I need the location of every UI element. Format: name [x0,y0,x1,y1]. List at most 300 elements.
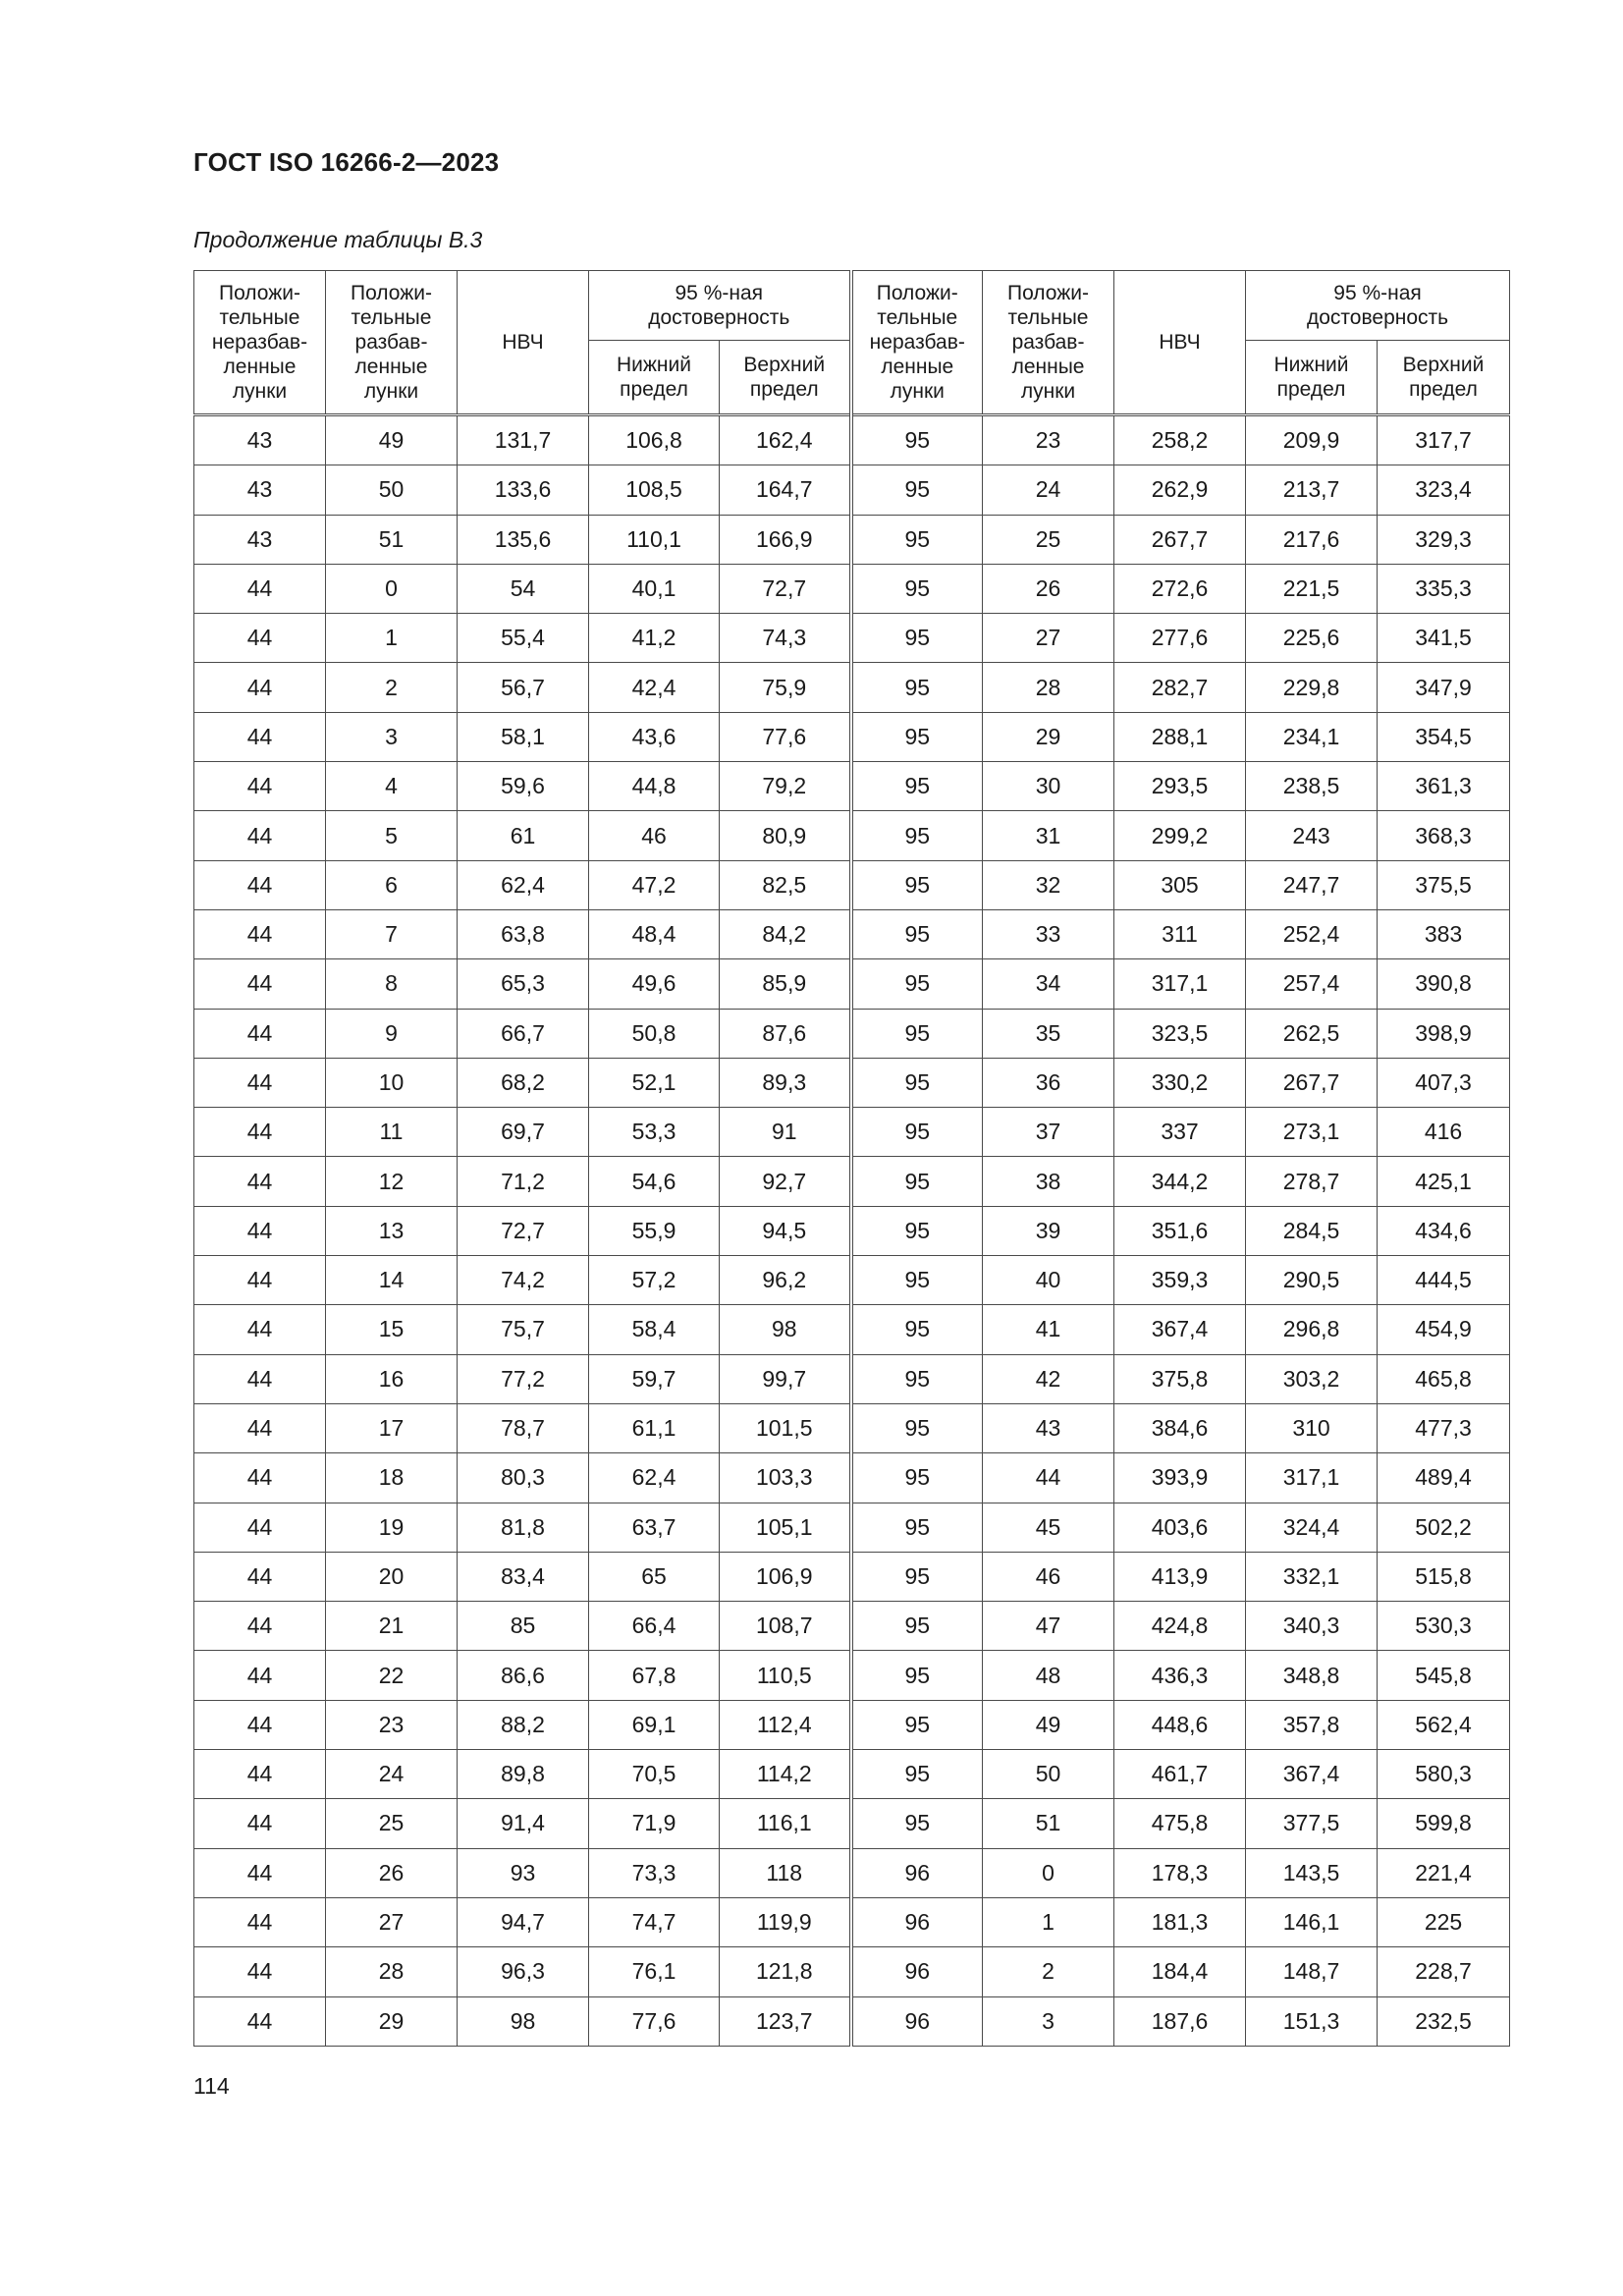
cell-pos-diluted: 7 [326,909,458,958]
cell-upper: 114,2 [720,1750,851,1799]
cell-lower: 76,1 [589,1947,720,1996]
cell-lower-2: 247,7 [1246,860,1378,909]
cell-pos-diluted: 28 [326,1947,458,1996]
cell-upper: 87,6 [720,1009,851,1058]
cell-pos-undiluted-2: 95 [851,415,983,465]
cell-lower-2: 213,7 [1246,465,1378,515]
table-row [194,1651,1510,1700]
cell-lower: 62,4 [589,1453,720,1503]
cell-upper-2: 354,5 [1378,712,1510,761]
cell-pos-undiluted: 44 [194,762,326,811]
cell-pos-diluted: 0 [326,564,458,613]
cell-mpn: 81,8 [458,1503,589,1552]
cell-lower-2: 243 [1246,811,1378,860]
cell-lower: 106,8 [589,415,720,465]
cell-upper-2: 515,8 [1378,1552,1510,1601]
cell-pos-undiluted: 44 [194,1799,326,1848]
cell-pos-diluted-2: 34 [983,959,1114,1009]
header-lower: Нижний предел [589,341,720,415]
cell-mpn: 56,7 [458,663,589,712]
cell-lower-2: 234,1 [1246,712,1378,761]
table-row [194,1256,1510,1305]
cell-mpn: 80,3 [458,1453,589,1503]
cell-upper-2: 329,3 [1378,515,1510,564]
cell-mpn-2: 436,3 [1114,1651,1246,1700]
cell-mpn: 88,2 [458,1700,589,1749]
cell-lower: 42,4 [589,663,720,712]
cell-upper-2: 228,7 [1378,1947,1510,1996]
cell-pos-diluted-2: 36 [983,1058,1114,1107]
cell-upper-2: 323,4 [1378,465,1510,515]
cell-mpn: 94,7 [458,1897,589,1946]
cell-upper-2: 341,5 [1378,614,1510,663]
cell-pos-undiluted-2: 95 [851,1602,983,1651]
table-body [194,415,1510,2047]
table-row [194,614,1510,663]
cell-mpn-2: 344,2 [1114,1157,1246,1206]
cell-mpn: 74,2 [458,1256,589,1305]
cell-upper-2: 530,3 [1378,1602,1510,1651]
cell-pos-undiluted-2: 95 [851,1058,983,1107]
cell-mpn-2: 187,6 [1114,1996,1246,2046]
cell-upper: 94,5 [720,1206,851,1255]
cell-pos-undiluted: 44 [194,614,326,663]
cell-pos-undiluted-2: 95 [851,860,983,909]
cell-pos-diluted-2: 35 [983,1009,1114,1058]
cell-lower: 53,3 [589,1108,720,1157]
cell-pos-undiluted-2: 95 [851,1009,983,1058]
cell-pos-undiluted: 43 [194,415,326,465]
cell-mpn-2: 403,6 [1114,1503,1246,1552]
cell-lower-2: 324,4 [1246,1503,1378,1552]
cell-upper: 77,6 [720,712,851,761]
table-row [194,1799,1510,1848]
cell-pos-diluted: 10 [326,1058,458,1107]
cell-mpn-2: 272,6 [1114,564,1246,613]
table-row [194,712,1510,761]
cell-mpn: 69,7 [458,1108,589,1157]
cell-mpn: 58,1 [458,712,589,761]
cell-pos-undiluted: 44 [194,1996,326,2046]
cell-upper-2: 477,3 [1378,1403,1510,1452]
cell-lower: 61,1 [589,1403,720,1452]
cell-upper-2: 398,9 [1378,1009,1510,1058]
cell-lower: 52,1 [589,1058,720,1107]
cell-mpn: 133,6 [458,465,589,515]
cell-lower: 110,1 [589,515,720,564]
cell-upper: 79,2 [720,762,851,811]
cell-pos-diluted: 51 [326,515,458,564]
cell-lower-2: 229,8 [1246,663,1378,712]
cell-mpn-2: 184,4 [1114,1947,1246,1996]
cell-pos-undiluted: 44 [194,663,326,712]
table-row [194,1996,1510,2046]
cell-pos-undiluted-2: 96 [851,1897,983,1946]
document-title: ГОСТ ISO 16266-2—2023 [193,147,500,177]
table-row [194,762,1510,811]
table-row [194,1206,1510,1255]
cell-mpn-2: 181,3 [1114,1897,1246,1946]
cell-upper: 121,8 [720,1947,851,1996]
cell-pos-undiluted-2: 95 [851,712,983,761]
cell-mpn-2: 330,2 [1114,1058,1246,1107]
header-upper-2: Верхний предел [1378,341,1510,415]
cell-pos-diluted-2: 23 [983,415,1114,465]
cell-pos-undiluted-2: 95 [851,1651,983,1700]
cell-pos-undiluted: 44 [194,712,326,761]
cell-pos-undiluted: 44 [194,1058,326,1107]
cell-lower-2: 317,1 [1246,1453,1378,1503]
cell-lower: 69,1 [589,1700,720,1749]
cell-lower-2: 278,7 [1246,1157,1378,1206]
table-row [194,1602,1510,1651]
cell-upper: 123,7 [720,1996,851,2046]
table-row [194,1848,1510,1897]
cell-upper: 74,3 [720,614,851,663]
cell-pos-diluted-2: 30 [983,762,1114,811]
cell-pos-undiluted: 44 [194,1552,326,1601]
cell-pos-undiluted-2: 95 [851,1700,983,1749]
cell-pos-undiluted-2: 95 [851,1750,983,1799]
cell-lower-2: 310 [1246,1403,1378,1452]
cell-upper-2: 335,3 [1378,564,1510,613]
cell-upper: 106,9 [720,1552,851,1601]
cell-pos-undiluted-2: 96 [851,1947,983,1996]
cell-upper-2: 599,8 [1378,1799,1510,1848]
mpn-table [193,270,1510,2047]
header-mpn: НВЧ [458,271,589,415]
table-row [194,1009,1510,1058]
cell-lower: 54,6 [589,1157,720,1206]
cell-lower: 58,4 [589,1305,720,1354]
cell-lower: 50,8 [589,1009,720,1058]
cell-lower: 70,5 [589,1750,720,1799]
cell-lower-2: 217,6 [1246,515,1378,564]
cell-pos-undiluted-2: 95 [851,1354,983,1403]
cell-pos-diluted-2: 29 [983,712,1114,761]
cell-lower-2: 273,1 [1246,1108,1378,1157]
cell-pos-undiluted: 44 [194,1848,326,1897]
cell-upper: 98 [720,1305,851,1354]
cell-lower: 49,6 [589,959,720,1009]
cell-pos-undiluted: 43 [194,515,326,564]
table-row [194,1552,1510,1601]
table-row [194,1750,1510,1799]
cell-mpn: 96,3 [458,1947,589,1996]
cell-pos-diluted-2: 47 [983,1602,1114,1651]
table-row [194,959,1510,1009]
cell-mpn: 54 [458,564,589,613]
header-confidence-2: 95 %-ная достоверность [1246,271,1510,341]
cell-pos-diluted: 27 [326,1897,458,1946]
header-upper: Верхний предел [720,341,851,415]
cell-pos-diluted: 25 [326,1799,458,1848]
cell-mpn: 71,2 [458,1157,589,1206]
cell-pos-diluted-2: 51 [983,1799,1114,1848]
cell-mpn: 77,2 [458,1354,589,1403]
cell-pos-diluted: 24 [326,1750,458,1799]
cell-mpn-2: 424,8 [1114,1602,1246,1651]
cell-pos-undiluted-2: 95 [851,515,983,564]
cell-pos-undiluted: 44 [194,909,326,958]
page-number: 114 [193,2073,230,2099]
cell-pos-undiluted: 44 [194,1256,326,1305]
cell-pos-undiluted: 44 [194,959,326,1009]
table-row [194,1157,1510,1206]
cell-lower: 108,5 [589,465,720,515]
cell-lower: 66,4 [589,1602,720,1651]
cell-upper: 101,5 [720,1403,851,1452]
cell-lower-2: 257,4 [1246,959,1378,1009]
cell-mpn: 65,3 [458,959,589,1009]
cell-mpn-2: 351,6 [1114,1206,1246,1255]
cell-lower: 59,7 [589,1354,720,1403]
cell-mpn-2: 267,7 [1114,515,1246,564]
cell-upper-2: 465,8 [1378,1354,1510,1403]
cell-upper-2: 489,4 [1378,1453,1510,1503]
table-row [194,811,1510,860]
table-row [194,1700,1510,1749]
cell-lower: 67,8 [589,1651,720,1700]
table-row [194,415,1510,465]
cell-pos-undiluted: 44 [194,1108,326,1157]
cell-upper-2: 562,4 [1378,1700,1510,1749]
table-row [194,1108,1510,1157]
cell-mpn: 68,2 [458,1058,589,1107]
cell-mpn-2: 282,7 [1114,663,1246,712]
cell-lower-2: 151,3 [1246,1996,1378,2046]
cell-pos-diluted: 12 [326,1157,458,1206]
cell-lower: 44,8 [589,762,720,811]
cell-pos-undiluted-2: 95 [851,959,983,1009]
cell-upper-2: 416 [1378,1108,1510,1157]
cell-pos-diluted: 50 [326,465,458,515]
table-row [194,909,1510,958]
cell-pos-undiluted-2: 95 [851,909,983,958]
cell-upper: 85,9 [720,959,851,1009]
cell-upper: 103,3 [720,1453,851,1503]
cell-pos-undiluted-2: 95 [851,1157,983,1206]
cell-lower: 40,1 [589,564,720,613]
cell-lower-2: 357,8 [1246,1700,1378,1749]
cell-upper: 119,9 [720,1897,851,1946]
cell-pos-diluted-2: 1 [983,1897,1114,1946]
cell-pos-undiluted: 44 [194,1403,326,1452]
cell-upper: 164,7 [720,465,851,515]
cell-pos-diluted-2: 27 [983,614,1114,663]
cell-upper: 84,2 [720,909,851,958]
cell-pos-undiluted: 44 [194,1503,326,1552]
table-row [194,663,1510,712]
cell-pos-undiluted: 44 [194,1750,326,1799]
cell-upper-2: 434,6 [1378,1206,1510,1255]
cell-lower-2: 146,1 [1246,1897,1378,1946]
cell-pos-diluted: 4 [326,762,458,811]
table-row [194,1897,1510,1946]
cell-mpn: 66,7 [458,1009,589,1058]
cell-pos-diluted: 29 [326,1996,458,2046]
cell-mpn: 55,4 [458,614,589,663]
cell-pos-undiluted: 44 [194,1947,326,1996]
cell-upper: 110,5 [720,1651,851,1700]
cell-upper: 96,2 [720,1256,851,1305]
cell-pos-diluted-2: 42 [983,1354,1114,1403]
cell-mpn: 89,8 [458,1750,589,1799]
cell-pos-diluted: 15 [326,1305,458,1354]
cell-upper-2: 502,2 [1378,1503,1510,1552]
cell-mpn-2: 461,7 [1114,1750,1246,1799]
cell-upper-2: 347,9 [1378,663,1510,712]
cell-lower-2: 238,5 [1246,762,1378,811]
cell-pos-undiluted: 43 [194,465,326,515]
cell-mpn: 131,7 [458,415,589,465]
cell-upper: 80,9 [720,811,851,860]
cell-pos-diluted: 8 [326,959,458,1009]
cell-mpn-2: 311 [1114,909,1246,958]
cell-upper-2: 375,5 [1378,860,1510,909]
cell-pos-undiluted-2: 95 [851,1256,983,1305]
cell-mpn: 72,7 [458,1206,589,1255]
cell-pos-diluted-2: 39 [983,1206,1114,1255]
cell-pos-diluted-2: 2 [983,1947,1114,1996]
header-pos-diluted-2: Положи- тельные разбав- ленные лунки [983,271,1114,415]
cell-mpn-2: 359,3 [1114,1256,1246,1305]
cell-upper-2: 383 [1378,909,1510,958]
cell-pos-undiluted: 44 [194,1206,326,1255]
cell-lower: 74,7 [589,1897,720,1946]
cell-mpn: 135,6 [458,515,589,564]
cell-pos-undiluted: 44 [194,1700,326,1749]
cell-lower: 46 [589,811,720,860]
cell-mpn: 61 [458,811,589,860]
cell-upper: 89,3 [720,1058,851,1107]
cell-lower-2: 221,5 [1246,564,1378,613]
cell-mpn: 83,4 [458,1552,589,1601]
cell-mpn-2: 317,1 [1114,959,1246,1009]
cell-upper: 75,9 [720,663,851,712]
cell-pos-undiluted-2: 95 [851,1503,983,1552]
table-row [194,465,1510,515]
cell-pos-diluted-2: 28 [983,663,1114,712]
cell-pos-diluted: 18 [326,1453,458,1503]
cell-pos-diluted: 1 [326,614,458,663]
cell-mpn: 91,4 [458,1799,589,1848]
cell-mpn-2: 448,6 [1114,1700,1246,1749]
cell-pos-undiluted-2: 95 [851,1552,983,1601]
cell-pos-undiluted-2: 95 [851,1403,983,1452]
cell-pos-diluted-2: 26 [983,564,1114,613]
cell-pos-diluted: 19 [326,1503,458,1552]
cell-upper-2: 425,1 [1378,1157,1510,1206]
cell-pos-diluted-2: 41 [983,1305,1114,1354]
cell-pos-diluted: 17 [326,1403,458,1452]
table-row [194,1354,1510,1403]
cell-pos-diluted-2: 46 [983,1552,1114,1601]
cell-upper-2: 317,7 [1378,415,1510,465]
cell-lower-2: 267,7 [1246,1058,1378,1107]
table-row [194,1403,1510,1452]
cell-mpn: 59,6 [458,762,589,811]
header-lower-2: Нижний предел [1246,341,1378,415]
header-pos-undiluted-2: Положи- тельные неразбав- ленные лунки [851,271,983,415]
cell-upper: 166,9 [720,515,851,564]
cell-pos-undiluted: 44 [194,1305,326,1354]
table-row [194,1947,1510,1996]
cell-pos-undiluted-2: 95 [851,614,983,663]
cell-upper: 108,7 [720,1602,851,1651]
cell-lower: 65 [589,1552,720,1601]
cell-pos-undiluted-2: 95 [851,762,983,811]
cell-pos-diluted: 23 [326,1700,458,1749]
cell-mpn-2: 337 [1114,1108,1246,1157]
cell-upper-2: 232,5 [1378,1996,1510,2046]
cell-upper: 92,7 [720,1157,851,1206]
cell-mpn: 62,4 [458,860,589,909]
cell-pos-diluted-2: 43 [983,1403,1114,1452]
cell-upper: 99,7 [720,1354,851,1403]
cell-upper: 116,1 [720,1799,851,1848]
cell-pos-diluted-2: 44 [983,1453,1114,1503]
cell-pos-diluted-2: 25 [983,515,1114,564]
cell-pos-diluted-2: 33 [983,909,1114,958]
cell-upper: 91 [720,1108,851,1157]
cell-pos-undiluted-2: 95 [851,1305,983,1354]
cell-pos-diluted: 2 [326,663,458,712]
cell-mpn-2: 323,5 [1114,1009,1246,1058]
cell-pos-diluted: 6 [326,860,458,909]
cell-lower: 55,9 [589,1206,720,1255]
header-pos-undiluted: Положи- тельные неразбав- ленные лунки [194,271,326,415]
cell-lower-2: 303,2 [1246,1354,1378,1403]
cell-mpn-2: 277,6 [1114,614,1246,663]
cell-pos-diluted-2: 31 [983,811,1114,860]
cell-upper-2: 225 [1378,1897,1510,1946]
cell-mpn-2: 293,5 [1114,762,1246,811]
cell-pos-undiluted-2: 95 [851,1799,983,1848]
cell-mpn: 63,8 [458,909,589,958]
cell-mpn: 85 [458,1602,589,1651]
cell-lower: 63,7 [589,1503,720,1552]
table-row [194,1058,1510,1107]
cell-pos-diluted: 11 [326,1108,458,1157]
cell-pos-undiluted-2: 95 [851,564,983,613]
table-row [194,1305,1510,1354]
cell-pos-diluted-2: 32 [983,860,1114,909]
cell-lower: 57,2 [589,1256,720,1305]
cell-pos-diluted-2: 37 [983,1108,1114,1157]
cell-mpn-2: 262,9 [1114,465,1246,515]
cell-lower-2: 225,6 [1246,614,1378,663]
cell-upper: 162,4 [720,415,851,465]
cell-mpn: 98 [458,1996,589,2046]
cell-pos-diluted-2: 0 [983,1848,1114,1897]
cell-mpn: 93 [458,1848,589,1897]
cell-mpn-2: 393,9 [1114,1453,1246,1503]
cell-lower: 47,2 [589,860,720,909]
cell-upper: 118 [720,1848,851,1897]
cell-mpn: 86,6 [458,1651,589,1700]
cell-mpn-2: 384,6 [1114,1403,1246,1452]
cell-upper-2: 368,3 [1378,811,1510,860]
cell-pos-undiluted-2: 96 [851,1996,983,2046]
cell-upper-2: 361,3 [1378,762,1510,811]
cell-upper: 72,7 [720,564,851,613]
table-header [194,271,1510,415]
cell-pos-undiluted: 44 [194,564,326,613]
cell-pos-undiluted-2: 95 [851,465,983,515]
cell-pos-diluted: 20 [326,1552,458,1601]
cell-pos-diluted: 21 [326,1602,458,1651]
